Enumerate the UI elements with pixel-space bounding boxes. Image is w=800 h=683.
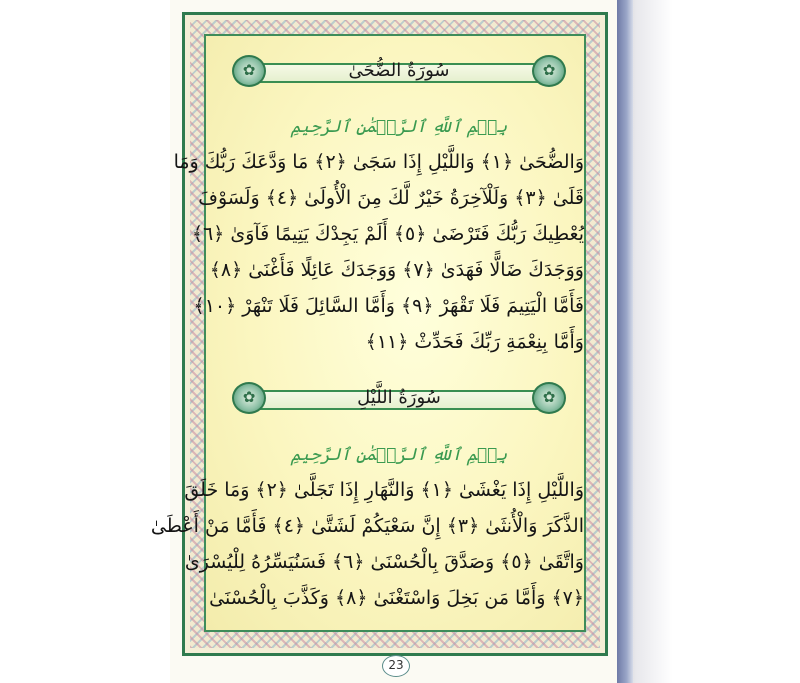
- surah-title: سُورَةُ الضُّحَىٰ: [348, 60, 450, 81]
- verse-line: ﴿٧﴾ وَأَمَّا مَن بَخِلَ وَاسْتَغْنَىٰ ﴿٨﴾ وَكَذَّبَ بِالْحُسْنَىٰ: [209, 587, 584, 609]
- verse-line: يُعْطِيكَ رَبُّكَ فَتَرْضَىٰ ﴿٥﴾ أَلَمْ يَجِدْكَ يَتِيمًا فَآوَىٰ ﴿٦﴾: [191, 223, 584, 245]
- surah-title-banner: [232, 382, 566, 414]
- basmala: بِسۡمِ ٱللَّهِ ٱلرَّحۡمَٰنِ ٱلرَّحِيمِ: [290, 445, 508, 465]
- verse-line: قَلَىٰ ﴿٣﴾ وَلَلْآخِرَةُ خَيْرٌ لَّكَ مِنَ الْأُولَىٰ ﴿٤﴾ وَلَسَوْفَ: [198, 187, 584, 209]
- background-shadow: [618, 0, 800, 683]
- verse-line: فَأَمَّا الْيَتِيمَ فَلَا تَقْهَرْ ﴿٩﴾ وَأَمَّا السَّائِلَ فَلَا تَنْهَرْ ﴿١٠﴾: [193, 295, 584, 317]
- verse-line: الذَّكَرَ وَالْأُنثَىٰ ﴿٣﴾ إِنَّ سَعْيَكُمْ لَشَتَّىٰ ﴿٤﴾ فَأَمَّا مَنْ أَعْطَىٰ: [150, 515, 584, 537]
- banner-ornament-icon: [532, 55, 566, 87]
- surah-title-banner: [232, 55, 566, 87]
- verse-line: وَالضُّحَىٰ ﴿١﴾ وَاللَّيْلِ إِذَا سَجَىٰ ﴿٢﴾ مَا وَدَّعَكَ رَبُّكَ وَمَا: [173, 151, 584, 173]
- page-edge: [617, 0, 633, 683]
- verse-line: وَاللَّيْلِ إِذَا يَغْشَىٰ ﴿١﴾ وَالنَّهَارِ إِذَا تَجَلَّىٰ ﴿٢﴾ وَمَا خَلَقَ: [184, 479, 584, 501]
- banner-ornament-icon: [532, 382, 566, 414]
- verse-line: وَوَجَدَكَ ضَالًّا فَهَدَىٰ ﴿٧﴾ وَوَجَدَكَ عَائِلًا فَأَغْنَىٰ ﴿٨﴾: [209, 259, 584, 281]
- verse-line: وَاتَّقَىٰ ﴿٥﴾ وَصَدَّقَ بِالْحُسْنَىٰ ﴿٦﴾ فَسَنُيَسِّرُهُ لِلْيُسْرَىٰ: [184, 551, 584, 573]
- page-number: 23: [382, 655, 410, 677]
- surah-title: سُورَةُ اللَّيْلِ: [357, 387, 441, 408]
- verse-line: وَأَمَّا بِنِعْمَةِ رَبِّكَ فَحَدِّثْ ﴿١١﴾: [365, 331, 584, 353]
- banner-ornament-icon: [232, 382, 266, 414]
- banner-ornament-icon: [232, 55, 266, 87]
- basmala: بِسۡمِ ٱللَّهِ ٱلرَّحۡمَٰنِ ٱلرَّحِيمِ: [290, 117, 508, 137]
